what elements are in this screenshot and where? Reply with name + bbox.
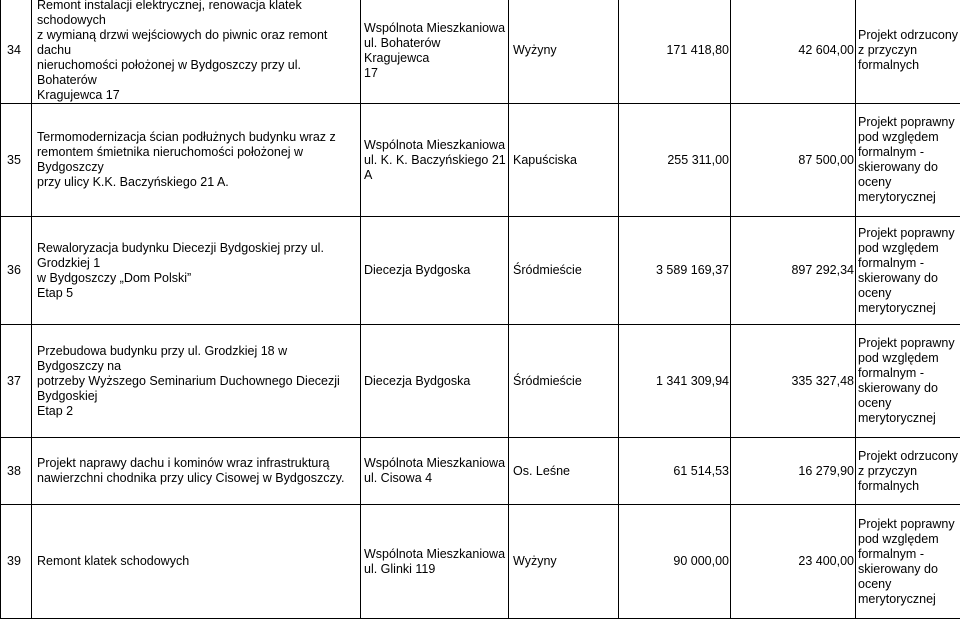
applicant-line: ul. Cisowa 4: [364, 471, 432, 485]
project-name-cell: [32, 438, 361, 505]
evaluation-status-line: Projekt poprawny: [858, 517, 960, 532]
applicant-line: 17: [364, 66, 378, 80]
applicant-line: Wspólnota Mieszkaniowa: [364, 138, 505, 152]
evaluation-status-line: merytorycznej: [858, 592, 960, 607]
applicant-cell: [361, 505, 509, 619]
total-cost-cell: 61 514,53: [619, 438, 731, 505]
applicant-cell: [361, 325, 509, 438]
evaluation-status-line: Projekt poprawny: [858, 226, 960, 241]
total-cost-cell: 1 341 309,94: [619, 325, 731, 438]
evaluation-status-line: skierowany do: [858, 562, 960, 577]
evaluation-status-line: pod względem: [858, 532, 960, 547]
district-cell: Os. Leśne: [509, 438, 619, 505]
row-number-cell: 38: [1, 438, 32, 505]
district-cell: Śródmieście: [509, 217, 619, 325]
requested-amount-cell: 335 327,48: [731, 325, 856, 438]
project-name-line: nieruchomości położonej w Bydgoszczy przy ul. Bohaterów: [37, 58, 301, 87]
row-number-cell: 35: [1, 104, 32, 217]
project-name-line: Etap 2: [37, 404, 73, 418]
evaluation-status-line: z przyczyn: [858, 43, 960, 58]
evaluation-status-line: formalnym -: [858, 256, 960, 271]
project-name-cell: [32, 325, 361, 438]
project-name-line: Projekt naprawy dachu i kominów wraz infrastrukturą: [37, 456, 329, 470]
district-cell: Kapuściska: [509, 104, 619, 217]
row-number-cell: 34: [1, 0, 32, 104]
evaluation-status-line: oceny: [858, 577, 960, 592]
project-name-line: Bydgoskiej: [37, 389, 97, 403]
district-cell: Wyżyny: [509, 505, 619, 619]
evaluation-status-line: formalnym -: [858, 547, 960, 562]
project-name-line: przy ulicy K.K. Baczyńskiego 21 A.: [37, 175, 229, 189]
applicant-cell: [361, 438, 509, 505]
requested-amount-cell: 16 279,90: [731, 438, 856, 505]
project-name-line: Remont klatek schodowych: [37, 554, 189, 568]
total-cost-cell: 90 000,00: [619, 505, 731, 619]
evaluation-status-line: formalnych: [858, 479, 960, 494]
project-name-line: w Bydgoszczy „Dom Polski”: [37, 271, 191, 285]
requested-amount-cell: 87 500,00: [731, 104, 856, 217]
applicant-line: Wspólnota Mieszkaniowa: [364, 547, 505, 561]
project-name-line: remontem śmietnika nieruchomości położonej w Bydgoszczy: [37, 145, 303, 174]
evaluation-status-line: skierowany do: [858, 271, 960, 286]
evaluation-status-cell: [856, 217, 960, 325]
project-name-cell: [32, 217, 361, 325]
applicant-line: Diecezja Bydgoska: [364, 263, 470, 277]
project-name-line: potrzeby Wyższego Seminarium Duchownego Diecezji: [37, 374, 340, 388]
table-row: [1, 325, 960, 438]
total-cost-cell: 255 311,00: [619, 104, 731, 217]
project-name-line: Termomodernizacja ścian podłużnych budynku wraz z: [37, 130, 336, 144]
applicant-line: ul. Glinki 119: [364, 562, 435, 576]
project-name-line: Kragujewca 17: [37, 88, 120, 102]
evaluation-status-line: oceny: [858, 396, 960, 411]
evaluation-status-line: formalnym -: [858, 145, 960, 160]
evaluation-status-line: merytorycznej: [858, 190, 960, 205]
applicant-line: ul. Bohaterów Kragujewca: [364, 36, 440, 65]
evaluation-status-line: z przyczyn: [858, 464, 960, 479]
evaluation-status-line: Projekt poprawny: [858, 336, 960, 351]
row-number-cell: 36: [1, 217, 32, 325]
evaluation-status-line: oceny: [858, 286, 960, 301]
table-row: [1, 438, 960, 505]
row-number-cell: 39: [1, 505, 32, 619]
project-name-line: Remont instalacji elektrycznej, renowacja klatek schodowych: [37, 0, 302, 27]
requested-amount-cell: 23 400,00: [731, 505, 856, 619]
project-name-line: Etap 5: [37, 286, 73, 300]
applicant-line: Wspólnota Mieszkaniowa: [364, 21, 505, 35]
project-name-line: z wymianą drzwi wejściowych do piwnic oraz remont dachu: [37, 28, 327, 57]
table-row: [1, 505, 960, 619]
evaluation-status-cell: [856, 104, 960, 217]
evaluation-status-cell: [856, 438, 960, 505]
total-cost-cell: 171 418,80: [619, 0, 731, 104]
evaluation-status-line: Projekt poprawny: [858, 115, 960, 130]
applicant-cell: [361, 104, 509, 217]
evaluation-status-line: merytorycznej: [858, 301, 960, 316]
table-row: [1, 0, 960, 104]
district-cell: Wyżyny: [509, 0, 619, 104]
requested-amount-cell: 897 292,34: [731, 217, 856, 325]
table-row: [1, 104, 960, 217]
evaluation-status-line: formalnym -: [858, 366, 960, 381]
evaluation-status-line: merytorycznej: [858, 411, 960, 426]
evaluation-status-cell: [856, 505, 960, 619]
evaluation-status-line: formalnych: [858, 58, 960, 73]
project-name-cell: [32, 104, 361, 217]
applicant-line: Diecezja Bydgoska: [364, 374, 470, 388]
applicant-cell: [361, 0, 509, 104]
evaluation-status-line: pod względem: [858, 130, 960, 145]
table-row: [1, 217, 960, 325]
evaluation-status-line: Projekt odrzucony: [858, 28, 960, 43]
total-cost-cell: 3 589 169,37: [619, 217, 731, 325]
applicant-cell: [361, 217, 509, 325]
project-name-line: Grodzkiej 1: [37, 256, 100, 270]
project-name-cell: [32, 0, 361, 104]
applicant-line: Wspólnota Mieszkaniowa: [364, 456, 505, 470]
requested-amount-cell: 42 604,00: [731, 0, 856, 104]
evaluation-status-line: skierowany do: [858, 160, 960, 175]
evaluation-status-line: oceny: [858, 175, 960, 190]
evaluation-status-line: skierowany do: [858, 381, 960, 396]
project-name-cell: [32, 505, 361, 619]
evaluation-status-line: pod względem: [858, 241, 960, 256]
applicant-line: ul. K. K. Baczyńskiego 21 A: [364, 153, 506, 182]
row-number-cell: 37: [1, 325, 32, 438]
evaluation-status-line: pod względem: [858, 351, 960, 366]
district-cell: Śródmieście: [509, 325, 619, 438]
evaluation-status-cell: [856, 325, 960, 438]
project-name-line: nawierzchni chodnika przy ulicy Cisowej w Bydgoszczy.: [37, 471, 345, 485]
project-name-line: Rewaloryzacja budynku Diecezji Bydgoskiej przy ul.: [37, 241, 324, 255]
evaluation-status-cell: [856, 0, 960, 104]
project-name-line: Przebudowa budynku przy ul. Grodzkiej 18 w Bydgoszczy na: [37, 344, 287, 373]
evaluation-status-line: Projekt odrzucony: [858, 449, 960, 464]
